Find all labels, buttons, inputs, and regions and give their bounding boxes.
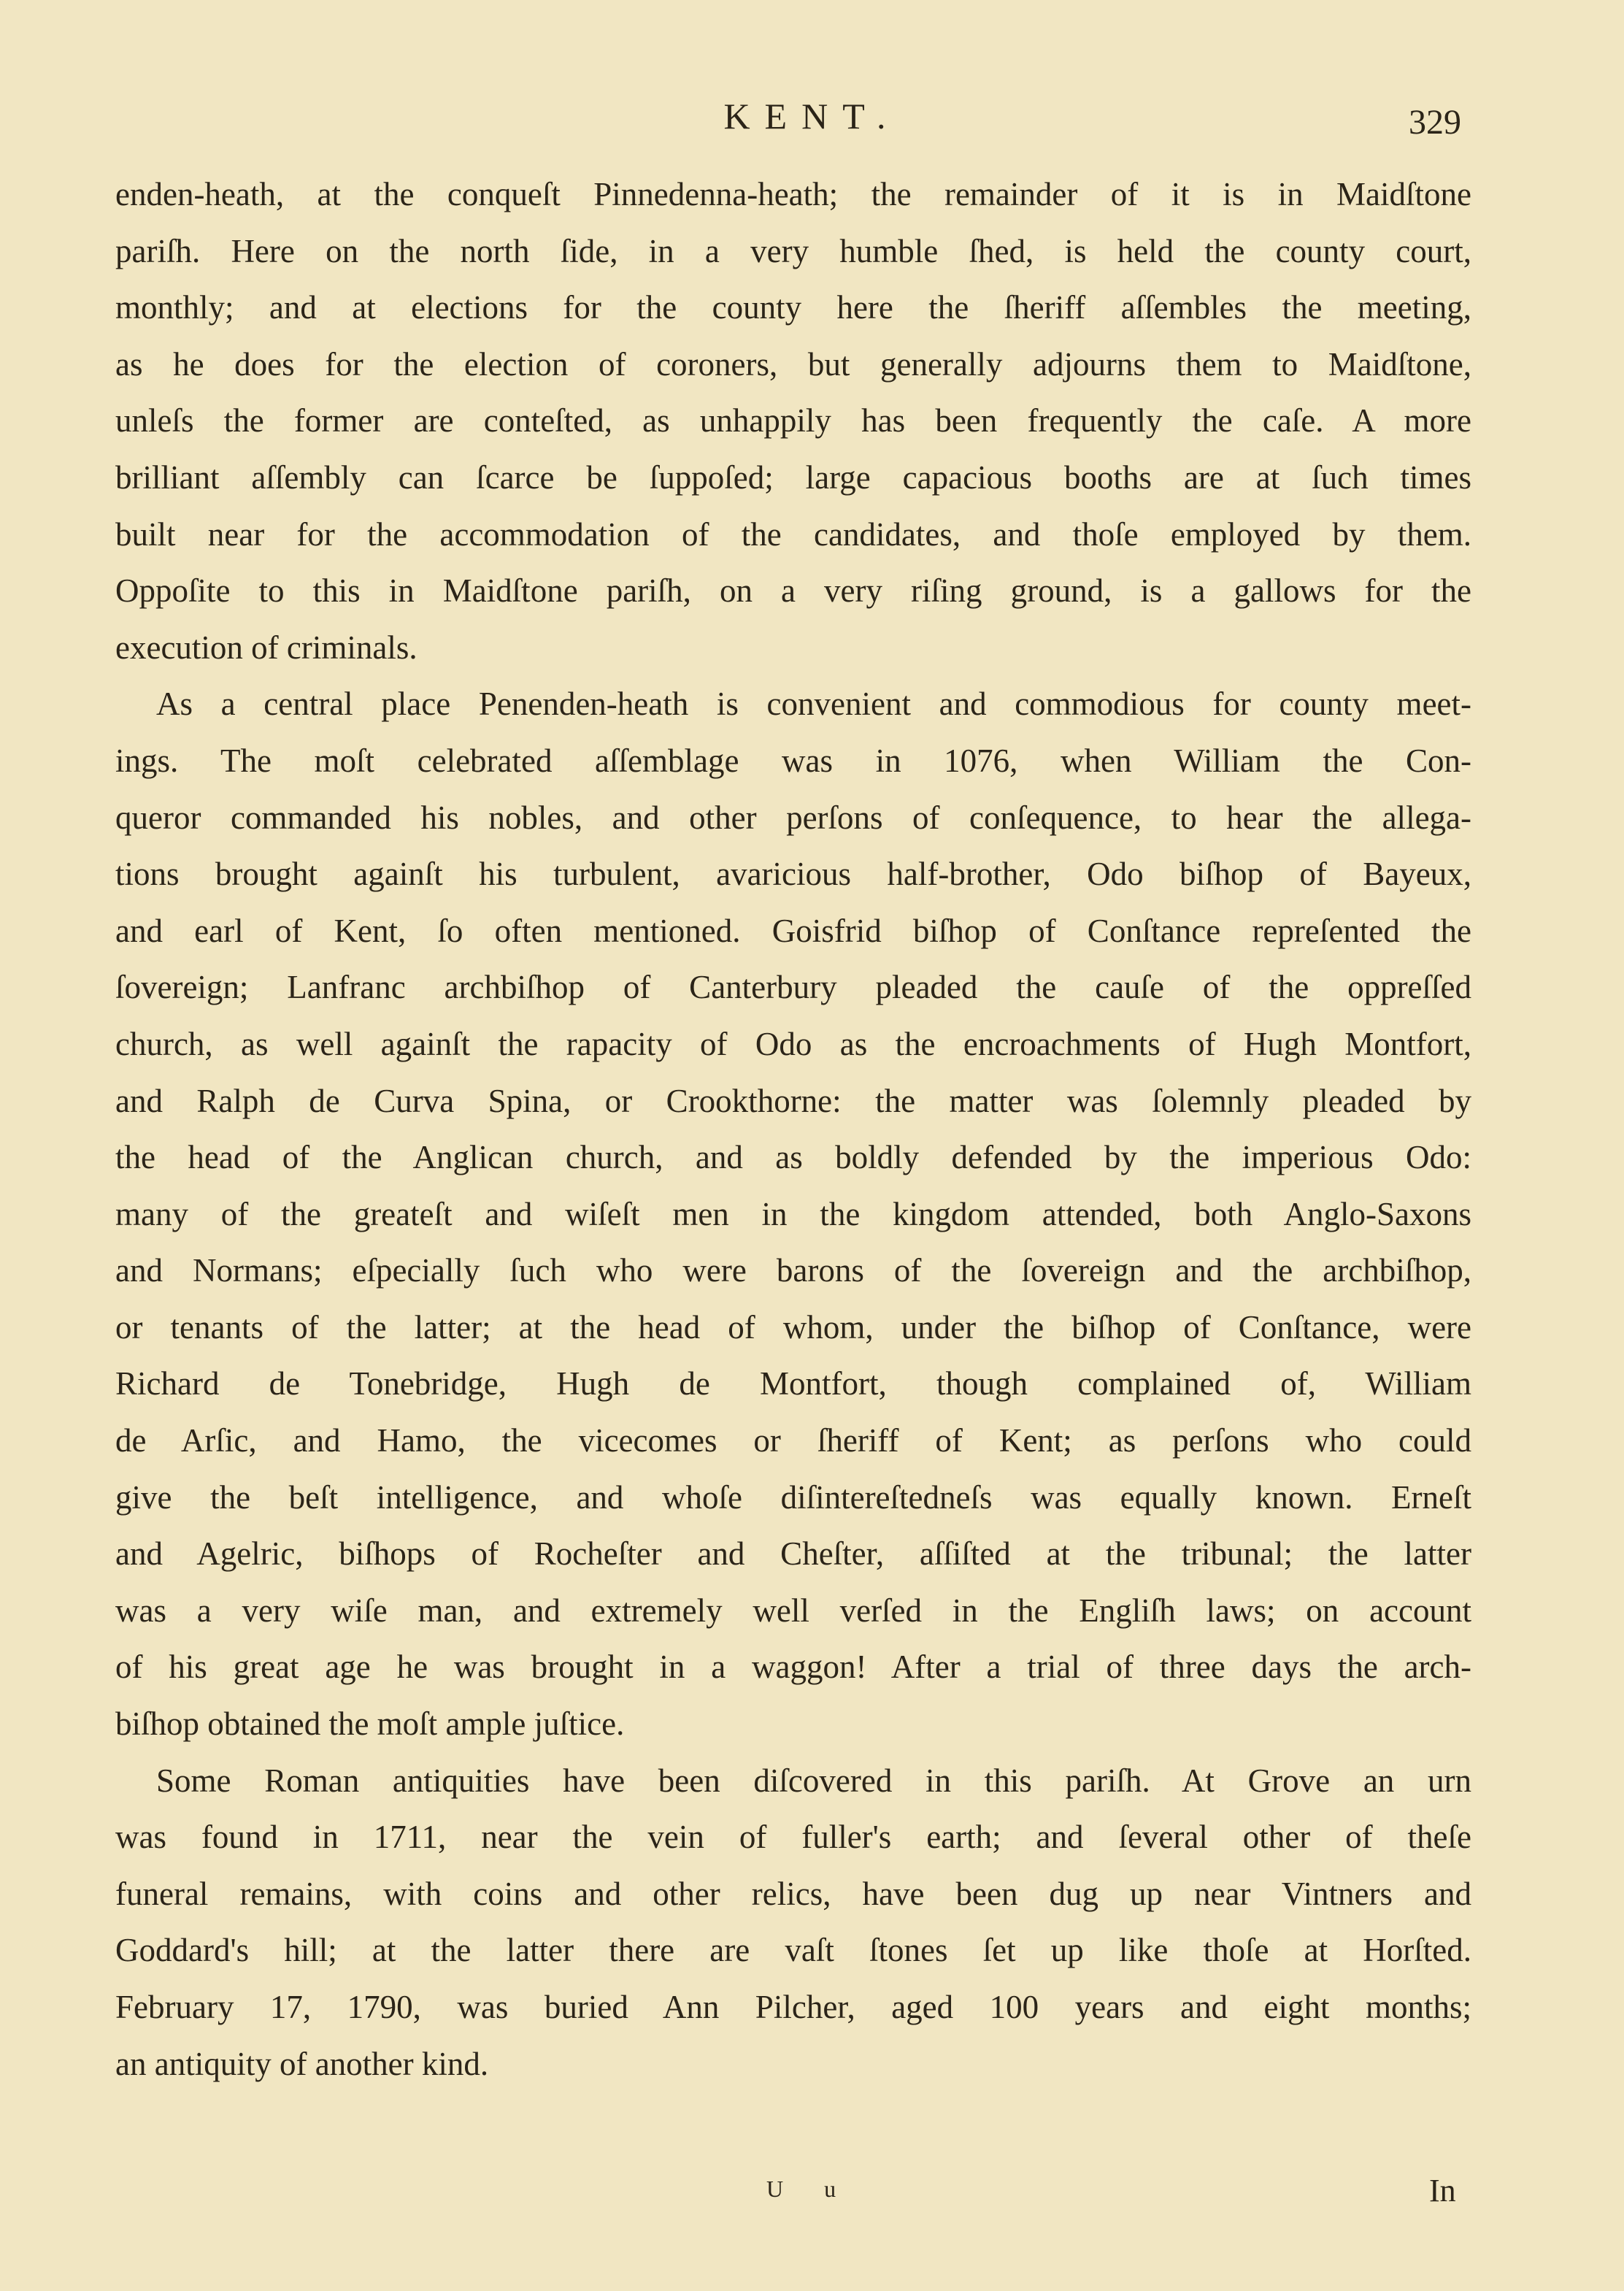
text-line: church, as well againſt the rapacity of Odo as the encroachments of Hugh Montfort, bbox=[115, 1025, 1471, 1062]
text-line: Richard de Tonebridge, Hugh de Montfort, though complained of, William bbox=[115, 1365, 1471, 1402]
text-line: and Normans; eſpecially ſuch who were barons of the ſovereign and the archbiſhop, bbox=[115, 1252, 1471, 1289]
page-number: 329 bbox=[1409, 103, 1461, 142]
text-line: brilliant aſſembly can ſcarce be ſuppoſed; large capacious booths are at ſuch times bbox=[115, 458, 1471, 496]
signature-mark: U u bbox=[766, 2176, 854, 2202]
text-line: monthly; and at elections for the county here the ſheriff aſſembles the meeting, bbox=[115, 289, 1471, 326]
text-line: February 17, 1790, was buried Ann Pilcher, aged 100 years and eight months; bbox=[115, 1989, 1471, 2025]
text-line: and earl of Kent, ſo often mentioned. Goisfrid biſhop of Conſtance repreſented the bbox=[115, 912, 1471, 949]
text-line: enden-heath, at the conqueſt Pinnedenna-heath; the remainder of it is in Maidſtone bbox=[115, 176, 1471, 212]
running-head: KENT. bbox=[723, 96, 901, 137]
text-line: ſovereign; Lanfranc archbiſhop of Canterbury pleaded the cauſe of the oppreſſed bbox=[115, 969, 1471, 1006]
text-line: was a very wiſe man, and extremely well verſed in the Engliſh laws; on account bbox=[115, 1592, 1471, 1629]
catchword: In bbox=[1429, 2173, 1456, 2209]
text-line: pariſh. Here on the north ſide, in a very humble ſhed, is held the county court, bbox=[115, 232, 1471, 269]
text-line: of his great age he was brought in a waggon! After a trial of three days the arch- bbox=[115, 1649, 1471, 1686]
body-text bbox=[115, 166, 1471, 2092]
text-line: the head of the Anglican church, and as boldly defended by the imperious Odo: bbox=[115, 1139, 1471, 1176]
text-line: many of the greateſt and wiſeſt men in the kingdom attended, both Anglo-Saxons bbox=[115, 1195, 1471, 1232]
text-line: execution of criminals. bbox=[115, 629, 417, 666]
text-line: as he does for the election of coroners, but generally adjourns them to Maidſtone, bbox=[115, 345, 1471, 383]
text-line: and Agelric, biſhops of Rocheſter and Cheſter, aſſiſted at the tribunal; the latter bbox=[115, 1535, 1471, 1573]
text-line: Goddard's hill; at the latter there are vaſt ſtones ſet up like thoſe at Horſted. bbox=[115, 1932, 1471, 1969]
text-line: tions brought againſt his turbulent, avaricious half-brother, Odo biſhop of Bayeux, bbox=[115, 856, 1471, 893]
text-line: ings. The moſt celebrated aſſemblage was in 1076, when William the Con- bbox=[115, 742, 1471, 779]
text-line: de Arſic, and Hamo, the vicecomes or ſheriff of Kent; as perſons who could bbox=[115, 1422, 1471, 1459]
text-line: Some Roman antiquities have been diſcovered in this pariſh. At Grove an urn bbox=[156, 1762, 1471, 1799]
text-line: funeral remains, with coins and other relics, have been dug up near Vintners and bbox=[115, 1875, 1471, 1912]
text-line: queror commanded his nobles, and other perſons of conſequence, to hear the allega- bbox=[115, 799, 1471, 836]
text-line: or tenants of the latter; at the head of whom, under the biſhop of Conſtance, were bbox=[115, 1308, 1471, 1346]
text-line: unleſs the former are conteſted, as unhappily has been frequently the caſe. A more bbox=[115, 402, 1471, 440]
text-line: Oppoſite to this in Maidſtone pariſh, on a very riſing ground, is a gallows for the bbox=[115, 572, 1471, 610]
text-line: give the beſt intelligence, and whoſe diſintereſtedneſs was equally known. Erneſt bbox=[115, 1478, 1471, 1516]
text-line: biſhop obtained the moſt ample juſtice. bbox=[115, 1705, 625, 1743]
text-line: an antiquity of another kind. bbox=[115, 2045, 489, 2082]
text-line: As a central place Penenden-heath is convenient and commodious for county meet- bbox=[156, 686, 1471, 723]
text-line: built near for the accommodation of the candidates, and thoſe employed by them. bbox=[115, 515, 1471, 553]
text-line: and Ralph de Curva Spina, or Crookthorne: the matter was ſolemnly pleaded by bbox=[115, 1082, 1471, 1119]
text-line: was found in 1711, near the vein of fuller's earth; and ſeveral other of theſe bbox=[115, 1819, 1471, 1856]
